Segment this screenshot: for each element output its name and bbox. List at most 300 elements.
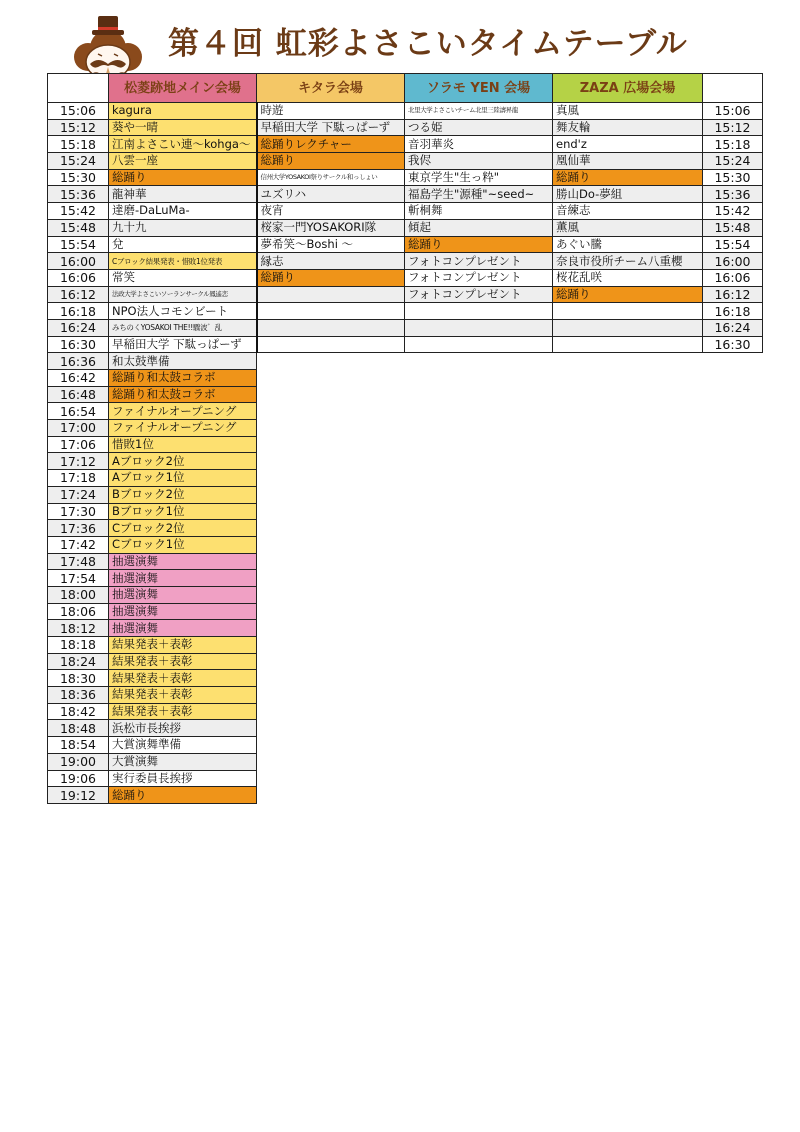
time-cell-right: 16:12 [703, 286, 763, 303]
time-cell: 18:12 [48, 620, 109, 637]
empty-space [405, 386, 553, 403]
table-row [48, 186, 763, 203]
empty-space [703, 787, 763, 804]
empty-space [553, 386, 703, 403]
time-header-right [703, 74, 763, 103]
slot-kitara: 総踊り [257, 269, 405, 286]
empty-space [405, 486, 553, 503]
table-row [48, 737, 763, 754]
table-row [48, 503, 763, 520]
slot-main: kagura [109, 103, 257, 120]
time-cell: 18:48 [48, 720, 109, 737]
time-cell-right: 15:42 [703, 203, 763, 220]
table-row [48, 453, 763, 470]
time-cell-right: 16:18 [703, 303, 763, 320]
empty-space [553, 737, 703, 754]
empty-space [703, 570, 763, 587]
time-cell: 15:12 [48, 119, 109, 136]
empty-space [405, 503, 553, 520]
slot-sorame [405, 336, 553, 353]
venue-header-zaza: ZAZA 広場会場 [553, 74, 703, 103]
empty-space [257, 770, 405, 787]
slot-main: 八雲一座 [109, 153, 257, 170]
slot-main: 惜敗1位 [109, 436, 257, 453]
table-row [48, 136, 763, 153]
time-cell: 15:54 [48, 236, 109, 253]
slot-main: 抽選演舞 [109, 586, 257, 603]
table-row [48, 420, 763, 437]
empty-space [257, 420, 405, 437]
slot-sorame: 東京学生"生っ粋" [405, 169, 553, 186]
table-row [48, 536, 763, 553]
empty-space [703, 420, 763, 437]
time-cell: 19:00 [48, 753, 109, 770]
empty-space [703, 720, 763, 737]
slot-sorame [405, 319, 553, 336]
time-cell: 19:06 [48, 770, 109, 787]
slot-kitara: ユズリハ [257, 186, 405, 203]
empty-space [405, 603, 553, 620]
slot-main: 大賞演舞 [109, 753, 257, 770]
empty-space [703, 370, 763, 387]
table-row [48, 253, 763, 270]
empty-space [703, 620, 763, 637]
table-row [48, 720, 763, 737]
empty-space [703, 436, 763, 453]
table-row [48, 520, 763, 537]
empty-space [553, 770, 703, 787]
time-cell: 17:12 [48, 453, 109, 470]
empty-space [257, 386, 405, 403]
slot-sorame: 総踊り [405, 236, 553, 253]
slot-main: 和太鼓準備 [109, 353, 257, 370]
empty-space [405, 536, 553, 553]
empty-space [553, 420, 703, 437]
empty-space [553, 603, 703, 620]
empty-space [703, 737, 763, 754]
table-row [48, 119, 763, 136]
slot-zaza [553, 319, 703, 336]
empty-space [553, 470, 703, 487]
slot-main: 早稲田大学 下駄っぱーず [109, 336, 257, 353]
time-cell: 17:42 [48, 536, 109, 553]
empty-space [553, 687, 703, 704]
table-row [48, 336, 763, 353]
table-row [48, 787, 763, 804]
empty-space [703, 470, 763, 487]
empty-space [553, 570, 703, 587]
empty-space [405, 720, 553, 737]
empty-space [405, 703, 553, 720]
slot-zaza: 舞友輪 [553, 119, 703, 136]
time-cell-right: 15:36 [703, 186, 763, 203]
table-row [48, 303, 763, 320]
empty-space [257, 586, 405, 603]
table-row [48, 386, 763, 403]
empty-space [703, 687, 763, 704]
venue-header-kitara: キタラ会場 [257, 74, 405, 103]
time-cell: 17:00 [48, 420, 109, 437]
empty-space [257, 453, 405, 470]
slot-zaza: 奈良市役所チーム八重櫻 [553, 253, 703, 270]
table-row [48, 703, 763, 720]
empty-space [405, 653, 553, 670]
empty-space [703, 486, 763, 503]
time-cell: 16:06 [48, 269, 109, 286]
empty-space [703, 670, 763, 687]
slot-kitara: 総踊り [257, 153, 405, 170]
empty-space [553, 720, 703, 737]
table-row [48, 553, 763, 570]
table-row [48, 319, 763, 336]
slot-sorame: 我侭 [405, 153, 553, 170]
time-cell: 18:24 [48, 653, 109, 670]
slot-sorame: 福島学生"源種"~seed~ [405, 186, 553, 203]
slot-main: 龍神華 [109, 186, 257, 203]
empty-space [405, 570, 553, 587]
empty-space [703, 553, 763, 570]
empty-space [703, 536, 763, 553]
time-cell: 15:48 [48, 219, 109, 236]
empty-space [405, 403, 553, 420]
slot-zaza: 総踊り [553, 169, 703, 186]
time-cell: 18:18 [48, 637, 109, 654]
empty-space [257, 486, 405, 503]
empty-space [553, 586, 703, 603]
time-cell: 16:12 [48, 286, 109, 303]
empty-space [703, 520, 763, 537]
table-row [48, 103, 763, 120]
time-cell: 15:42 [48, 203, 109, 220]
empty-space [703, 770, 763, 787]
empty-space [257, 520, 405, 537]
time-cell: 16:30 [48, 336, 109, 353]
time-cell: 17:36 [48, 520, 109, 537]
slot-main: ファイナルオープニング [109, 420, 257, 437]
empty-space [405, 436, 553, 453]
time-cell: 16:48 [48, 386, 109, 403]
slot-zaza: 真風 [553, 103, 703, 120]
time-cell: 18:42 [48, 703, 109, 720]
table-row [48, 219, 763, 236]
venue-header-sorame: ソラモ YEN 会場 [405, 74, 553, 103]
time-cell-right: 16:06 [703, 269, 763, 286]
empty-space [553, 370, 703, 387]
empty-space [405, 453, 553, 470]
empty-space [405, 470, 553, 487]
empty-space [405, 670, 553, 687]
table-row [48, 470, 763, 487]
slot-sorame: フォトコンプレゼント [405, 286, 553, 303]
empty-space [553, 787, 703, 804]
table-row [48, 620, 763, 637]
slot-main: 常笑 [109, 269, 257, 286]
empty-space [703, 386, 763, 403]
venue-header-main: 松菱跡地メイン会場 [109, 74, 257, 103]
slot-kitara [257, 286, 405, 303]
empty-space [405, 353, 553, 370]
empty-space [405, 586, 553, 603]
time-cell-right: 15:18 [703, 136, 763, 153]
time-cell-right: 15:06 [703, 103, 763, 120]
time-cell: 18:06 [48, 603, 109, 620]
empty-space [257, 370, 405, 387]
table-row [48, 203, 763, 220]
time-cell: 18:00 [48, 586, 109, 603]
time-header [48, 74, 109, 103]
slot-sorame: つる姫 [405, 119, 553, 136]
table-row [48, 586, 763, 603]
time-cell-right: 15:24 [703, 153, 763, 170]
empty-space [703, 753, 763, 770]
empty-space [703, 703, 763, 720]
empty-space [703, 503, 763, 520]
table-row [48, 403, 763, 420]
empty-space [553, 403, 703, 420]
empty-space [257, 570, 405, 587]
slot-main: Aブロック1位 [109, 470, 257, 487]
time-cell: 19:12 [48, 787, 109, 804]
empty-space [553, 620, 703, 637]
empty-space [257, 536, 405, 553]
time-cell-right: 16:00 [703, 253, 763, 270]
time-cell: 17:06 [48, 436, 109, 453]
time-cell: 18:54 [48, 737, 109, 754]
slot-sorame: フォトコンプレゼント [405, 269, 553, 286]
empty-space [703, 353, 763, 370]
empty-space [257, 787, 405, 804]
table-row [48, 637, 763, 654]
empty-space [257, 737, 405, 754]
slot-main: 総踊り [109, 169, 257, 186]
slot-main: 抽選演舞 [109, 570, 257, 587]
table-row [48, 436, 763, 453]
page-header [0, 0, 800, 72]
table-row [48, 370, 763, 387]
empty-space [405, 787, 553, 804]
table-row [48, 603, 763, 620]
slot-kitara: 縁志 [257, 253, 405, 270]
table-row [48, 687, 763, 704]
slot-main: 兌 [109, 236, 257, 253]
time-cell: 17:48 [48, 553, 109, 570]
empty-space [703, 586, 763, 603]
slot-main: 浜松市長挨拶 [109, 720, 257, 737]
slot-main: 達磨-DaLuMa- [109, 203, 257, 220]
slot-main: 江南よさこい連～kohga～ [109, 136, 257, 153]
empty-space [553, 637, 703, 654]
time-cell-right: 15:54 [703, 236, 763, 253]
slot-main: 結果発表＋表彰 [109, 703, 257, 720]
empty-space [257, 703, 405, 720]
slot-zaza: あぐい騰 [553, 236, 703, 253]
time-cell: 15:24 [48, 153, 109, 170]
slot-main: 九十九 [109, 219, 257, 236]
time-cell-right: 16:24 [703, 319, 763, 336]
empty-space [703, 403, 763, 420]
slot-main: 結果発表＋表彰 [109, 670, 257, 687]
empty-space [257, 353, 405, 370]
empty-space [553, 453, 703, 470]
empty-space [405, 770, 553, 787]
slot-main: 抽選演舞 [109, 620, 257, 637]
time-cell: 15:30 [48, 169, 109, 186]
slot-zaza: 音練志 [553, 203, 703, 220]
venue-header-row [48, 74, 763, 103]
slot-kitara [257, 336, 405, 353]
table-row [48, 486, 763, 503]
table-row [48, 269, 763, 286]
time-cell-right: 15:48 [703, 219, 763, 236]
slot-main: Bブロック2位 [109, 486, 257, 503]
slot-zaza: end'z [553, 136, 703, 153]
slot-sorame: 斬桐舞 [405, 203, 553, 220]
slot-kitara: 信州大学YOSAKOI祭りサークル和っしょい [257, 169, 405, 186]
empty-space [257, 403, 405, 420]
timetable [47, 73, 763, 804]
slot-main: 大賞演舞準備 [109, 737, 257, 754]
empty-space [405, 637, 553, 654]
slot-kitara: 桜家一門YOSAKORI隊 [257, 219, 405, 236]
empty-space [257, 753, 405, 770]
slot-main: NPO法人コモンビート [109, 303, 257, 320]
empty-space [257, 720, 405, 737]
slot-main: Cブロック結果発表・惜敗1位発表 [109, 253, 257, 270]
slot-zaza: 桜花乱咲 [553, 269, 703, 286]
empty-space [257, 670, 405, 687]
table-row [48, 153, 763, 170]
slot-main: 抽選演舞 [109, 553, 257, 570]
slot-sorame: 北里大学よさこいチーム北里三陸濤昇龍 [405, 103, 553, 120]
slot-kitara: 総踊りレクチャー [257, 136, 405, 153]
slot-zaza: 総踊り [553, 286, 703, 303]
table-row [48, 670, 763, 687]
time-cell: 15:18 [48, 136, 109, 153]
slot-main: 総踊り和太鼓コラボ [109, 370, 257, 387]
time-cell: 15:36 [48, 186, 109, 203]
empty-space [257, 470, 405, 487]
empty-space [405, 553, 553, 570]
time-cell: 17:24 [48, 486, 109, 503]
empty-space [257, 503, 405, 520]
empty-space [553, 553, 703, 570]
time-cell: 16:24 [48, 319, 109, 336]
slot-main: Cブロック2位 [109, 520, 257, 537]
empty-space [553, 653, 703, 670]
slot-zaza: 凰仙華 [553, 153, 703, 170]
time-cell: 17:30 [48, 503, 109, 520]
time-cell: 16:18 [48, 303, 109, 320]
empty-space [553, 753, 703, 770]
empty-space [553, 703, 703, 720]
empty-space [405, 520, 553, 537]
empty-space [257, 687, 405, 704]
slot-sorame [405, 303, 553, 320]
empty-space [703, 653, 763, 670]
slot-main: 抽選演舞 [109, 603, 257, 620]
table-row [48, 570, 763, 587]
time-cell: 17:54 [48, 570, 109, 587]
time-cell-right: 16:30 [703, 336, 763, 353]
slot-main: みちのくYOSAKOI THE!!驟波゛乱 [109, 319, 257, 336]
empty-space [553, 536, 703, 553]
slot-main: 実行委員長挨拶 [109, 770, 257, 787]
slot-main: Cブロック1位 [109, 536, 257, 553]
slot-zaza [553, 336, 703, 353]
empty-space [405, 753, 553, 770]
time-cell: 18:30 [48, 670, 109, 687]
empty-space [703, 637, 763, 654]
time-cell: 16:42 [48, 370, 109, 387]
slot-kitara: 時遊 [257, 103, 405, 120]
empty-space [257, 553, 405, 570]
slot-zaza: 薫風 [553, 219, 703, 236]
slot-main: 結果発表＋表彰 [109, 687, 257, 704]
mustache-mascot-icon [68, 12, 168, 82]
slot-main: Bブロック1位 [109, 503, 257, 520]
page-title: 第４回 虹彩よさこいタイムテーブル [168, 26, 688, 62]
table-row [48, 236, 763, 253]
empty-space [405, 370, 553, 387]
time-cell: 18:36 [48, 687, 109, 704]
table-row [48, 753, 763, 770]
empty-space [553, 353, 703, 370]
empty-space [553, 436, 703, 453]
table-row [48, 169, 763, 186]
slot-main: 結果発表＋表彰 [109, 637, 257, 654]
empty-space [405, 687, 553, 704]
empty-space [257, 637, 405, 654]
empty-space [257, 603, 405, 620]
slot-zaza [553, 303, 703, 320]
slot-main: Aブロック2位 [109, 453, 257, 470]
slot-main: 葵や一晴 [109, 119, 257, 136]
slot-kitara: 早稲田大学 下駄っぱーず [257, 119, 405, 136]
time-cell: 17:18 [48, 470, 109, 487]
slot-kitara [257, 303, 405, 320]
time-cell: 15:06 [48, 103, 109, 120]
time-cell: 16:36 [48, 353, 109, 370]
time-cell-right: 15:12 [703, 119, 763, 136]
slot-zaza: 勝山Do-夢組 [553, 186, 703, 203]
empty-space [703, 453, 763, 470]
slot-main: ファイナルオープニング [109, 403, 257, 420]
slot-kitara: 夢希笑～Boshi ～ [257, 236, 405, 253]
slot-sorame: 傾起 [405, 219, 553, 236]
empty-space [257, 653, 405, 670]
slot-sorame: 音羽華炎 [405, 136, 553, 153]
slot-kitara: 夜宵 [257, 203, 405, 220]
table-row [48, 653, 763, 670]
slot-main: 総踊り [109, 787, 257, 804]
slot-main: 総踊り和太鼓コラボ [109, 386, 257, 403]
table-row [48, 353, 763, 370]
time-cell: 16:54 [48, 403, 109, 420]
empty-space [405, 420, 553, 437]
empty-space [257, 436, 405, 453]
empty-space [405, 620, 553, 637]
time-cell-right: 15:30 [703, 169, 763, 186]
slot-sorame: フォトコンプレゼント [405, 253, 553, 270]
empty-space [553, 503, 703, 520]
time-cell: 16:00 [48, 253, 109, 270]
slot-kitara [257, 319, 405, 336]
empty-space [553, 670, 703, 687]
empty-space [553, 486, 703, 503]
empty-space [703, 603, 763, 620]
empty-space [257, 620, 405, 637]
empty-space [553, 520, 703, 537]
